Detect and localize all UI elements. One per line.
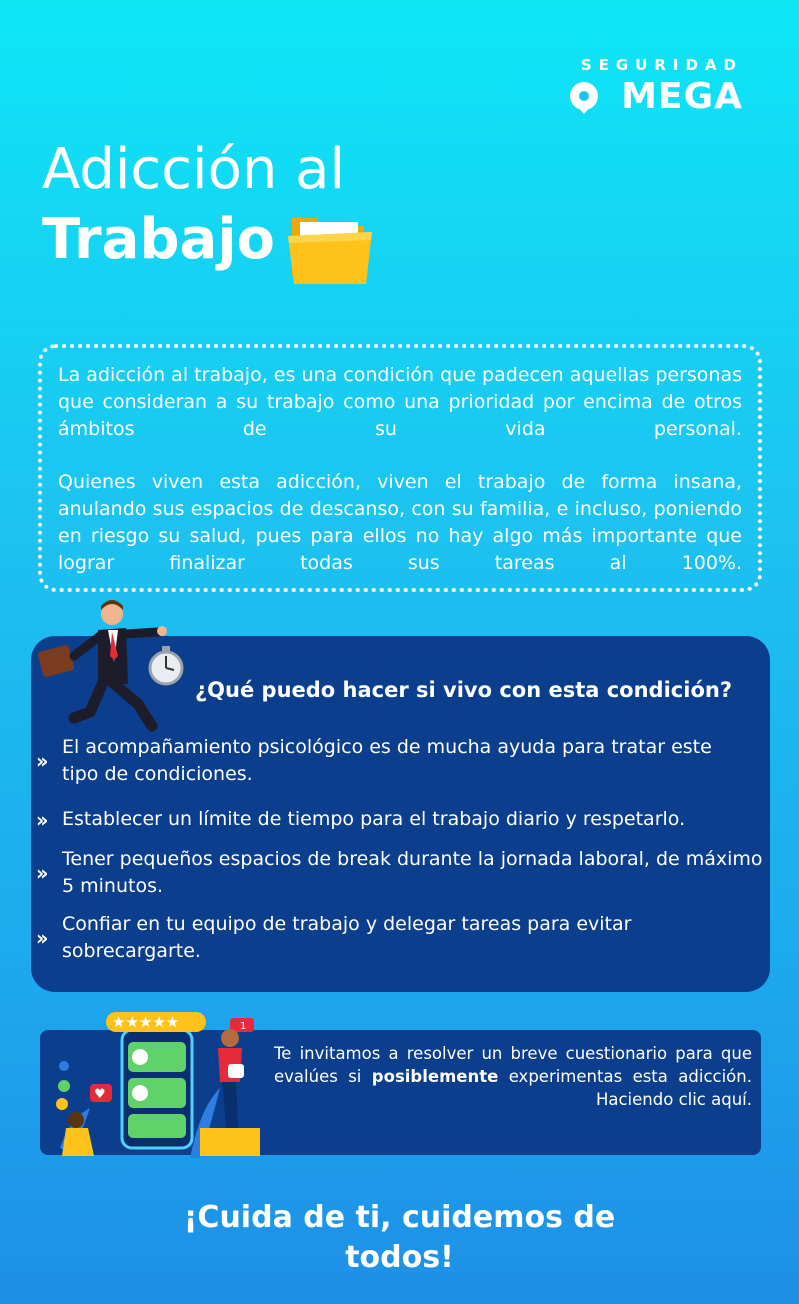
chevron-double-icon: ›› xyxy=(36,749,45,773)
tip-item xyxy=(36,806,766,833)
tips-heading: ¿Qué puedo hacer si vivo con esta condición? xyxy=(195,678,732,702)
intro-paragraph-1: La adicción al trabajo, es una condición que padecen aquellas personas que consideran a su trabajo como una prioridad por encima de otros ámbitos de su vida personal. xyxy=(58,364,742,440)
footer-line2: todos! xyxy=(345,1240,454,1275)
footer-slogan xyxy=(0,1198,799,1278)
tip-item xyxy=(36,846,766,900)
tip-text: El acompañamiento psicológico es de mucha ayuda para tratar este tipo de condiciones. xyxy=(62,736,712,785)
intro-box xyxy=(38,344,762,592)
quiz-text-after: experimentas esta adicción. Haciendo clic aquí. xyxy=(498,1067,752,1109)
tip-item xyxy=(36,911,766,965)
star-icon xyxy=(112,1013,179,1031)
chevron-double-icon: ›› xyxy=(36,807,45,832)
social-feedback-illustration xyxy=(50,1008,265,1160)
page-title-line1: Adicción al xyxy=(42,137,345,202)
tip-text: Confiar en tu equipo de trabajo y delegar tareas para evitar sobrecargarte. xyxy=(62,913,632,962)
footer-line1: ¡Cuida de ti, cuidemos de xyxy=(183,1200,616,1235)
logo-main-text: MEGA xyxy=(621,76,743,117)
folder-icon xyxy=(286,210,374,286)
quiz-link[interactable] xyxy=(274,1042,752,1111)
like-icon xyxy=(228,1064,244,1078)
stopwatch-icon xyxy=(150,646,182,684)
notification-badge: 1 xyxy=(240,1021,247,1032)
intro-paragraph-2: Quienes viven esta adicción, viven el trabajo de forma insana, anulando sus espacios de descanso, con su familia, e incluso, poniendo en riesgo su salud, pues para ellos no hay algo más importante que lograr finalizar todas sus tareas al 100%. xyxy=(58,471,742,574)
location-pin-icon xyxy=(567,81,601,115)
svg-text:♥: ♥ xyxy=(94,1087,106,1102)
chevron-double-icon: ›› xyxy=(36,861,45,885)
tip-text: Tener pequeños espacios de break durante la jornada laboral, de máximo 5 minutos. xyxy=(62,848,763,897)
tip-item xyxy=(36,734,766,788)
page-title-line2: Trabajo xyxy=(42,207,275,272)
running-businessman-illustration xyxy=(34,600,194,740)
quiz-text-before: Te invitamos a resolver un breve cuestionario para que evalúes si xyxy=(274,1044,752,1086)
heart-icon xyxy=(90,1084,112,1102)
quiz-text-bold: posiblemente xyxy=(371,1067,499,1086)
svg-text:★★★★★: ★★★★★ xyxy=(112,1013,180,1031)
logo-wordmark xyxy=(567,76,743,118)
tip-text: Establecer un límite de tiempo para el trabajo diario y respetarlo. xyxy=(62,808,686,830)
brand-logo xyxy=(567,56,743,118)
chevron-double-icon: ›› xyxy=(36,926,45,950)
logo-tagline: SEGURIDAD xyxy=(580,56,743,74)
